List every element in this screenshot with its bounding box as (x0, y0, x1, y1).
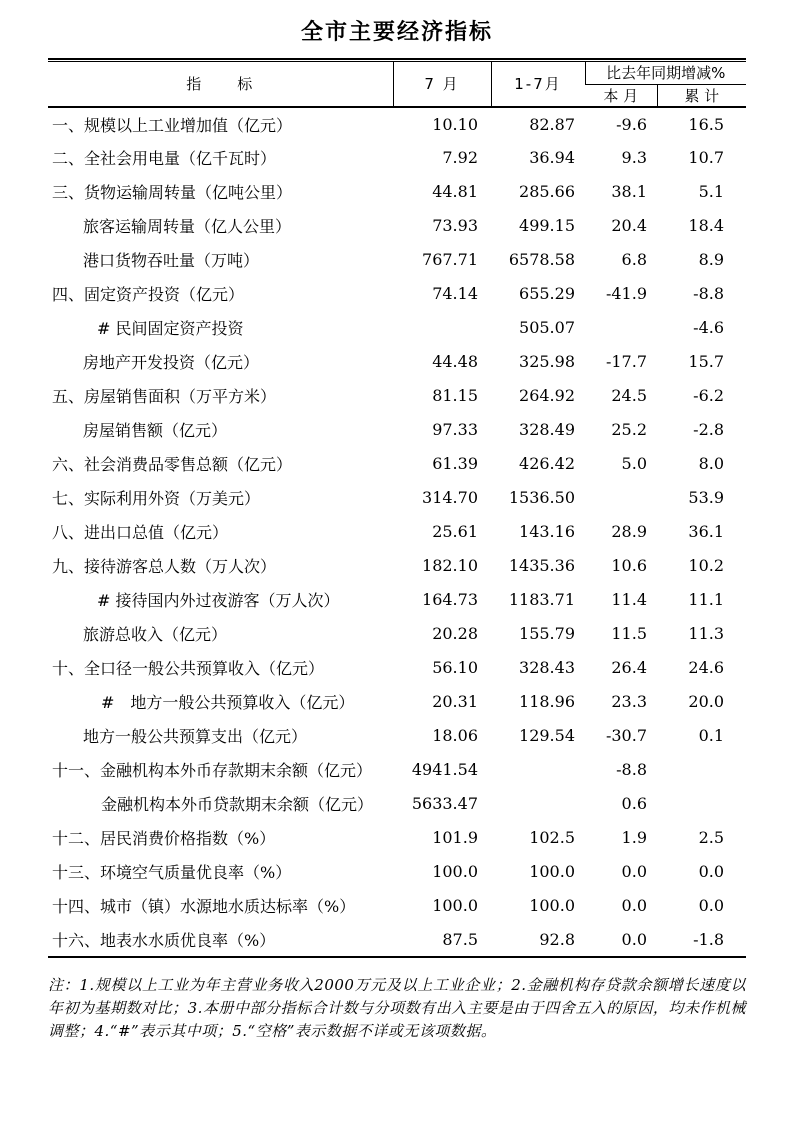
value-july: 20.28 (432, 624, 478, 643)
table-row (48, 107, 746, 141)
table-row (48, 617, 746, 651)
indicator-cell: 十、全口径一般公共预算收入（亿元） (52, 659, 325, 678)
value-july: 164.73 (422, 590, 478, 609)
value-july: 314.70 (422, 488, 478, 507)
table-row (48, 583, 746, 617)
value-july: 100.0 (432, 896, 478, 915)
value-cumulative: 53.9 (688, 488, 725, 507)
value-july: 10.10 (432, 114, 478, 134)
indicator-cell: 四、固定资产投资（亿元） (52, 285, 245, 304)
table-row (48, 923, 746, 957)
value-jan-july: 36.94 (529, 148, 575, 167)
value-jan-july: 143.16 (519, 522, 575, 541)
value-july: 56.10 (432, 658, 478, 677)
value-this-month: 23.3 (611, 692, 647, 711)
header-july: 7 月 (393, 62, 491, 107)
value-this-month: -41.9 (605, 284, 647, 303)
value-jan-july: 1435.36 (508, 556, 575, 575)
value-july: 101.9 (432, 828, 478, 847)
value-jan-july: 655.29 (519, 284, 575, 303)
value-this-month: 11.4 (611, 590, 647, 609)
value-cumulative: 24.6 (688, 658, 725, 677)
value-july: 5633.47 (411, 794, 478, 813)
value-july: 61.39 (432, 454, 478, 473)
value-this-month: -9.6 (616, 114, 647, 134)
value-july: 4941.54 (411, 760, 478, 779)
value-cumulative: 10.7 (688, 148, 725, 167)
value-jan-july: 100.0 (529, 896, 575, 915)
value-jan-july: 285.66 (519, 182, 575, 201)
value-july: 25.61 (432, 522, 478, 541)
value-cumulative: 20.0 (688, 692, 725, 711)
value-cumulative: 0.0 (698, 862, 725, 881)
page-title: 全市主要经济指标 (300, 20, 493, 45)
indicator-cell: 九、接待游客总人数（万人次） (52, 557, 277, 576)
value-this-month: 0.0 (621, 929, 647, 949)
value-cumulative: -4.6 (693, 318, 725, 337)
indicator-cell: 金融机构本外币贷款期末余额（亿元） (101, 795, 374, 814)
indicator-cell: 旅游总收入（亿元） (83, 625, 228, 644)
value-july: 97.33 (432, 420, 478, 439)
value-this-month: 28.9 (611, 522, 647, 541)
value-cumulative: 16.5 (688, 114, 725, 134)
table-row (48, 447, 746, 481)
table-row (48, 651, 746, 685)
indicator-cell: 七、实际利用外资（万美元） (52, 489, 261, 508)
table-row (48, 345, 746, 379)
value-july: 73.93 (432, 216, 478, 235)
value-this-month: -30.7 (605, 726, 647, 745)
value-jan-july: 1536.50 (508, 488, 575, 507)
indicator-cell: 三、货物运输周转量（亿吨公里） (52, 183, 293, 202)
value-july: 87.5 (442, 929, 478, 949)
indicator-cell: # 地方一般公共预算收入（亿元） (101, 693, 355, 712)
value-july: 18.06 (432, 726, 478, 745)
value-july: 81.15 (432, 386, 478, 405)
indicator-cell: # 民间固定资产投资 (97, 319, 244, 338)
table-row (48, 549, 746, 583)
value-this-month: 26.4 (611, 658, 647, 677)
value-jan-july: 505.07 (519, 318, 575, 337)
value-cumulative: 36.1 (688, 522, 725, 541)
value-this-month: -17.7 (605, 352, 647, 371)
value-july: 44.48 (432, 352, 478, 371)
value-this-month: 6.8 (621, 250, 647, 269)
value-jan-july: 82.87 (529, 114, 575, 134)
indicator-cell: 十一、金融机构本外币存款期末余额（亿元） (52, 761, 373, 780)
value-this-month (585, 311, 657, 345)
value-july: 20.31 (432, 692, 478, 711)
value-cumulative: -8.8 (693, 284, 725, 303)
table-row (48, 753, 746, 787)
value-jan-july: 100.0 (529, 862, 575, 881)
value-jan-july: 426.42 (519, 454, 575, 473)
value-july (393, 311, 491, 345)
value-this-month: 24.5 (611, 386, 647, 405)
value-cumulative (657, 787, 746, 821)
indicator-cell: 十六、地表水水质优良率（%） (52, 930, 276, 950)
table-row (48, 311, 746, 345)
value-jan-july: 118.96 (519, 692, 575, 711)
value-jan-july: 155.79 (519, 624, 575, 643)
value-cumulative: 11.3 (688, 624, 725, 643)
value-cumulative: -6.2 (693, 386, 725, 405)
value-this-month: 10.6 (611, 556, 647, 575)
table-row (48, 243, 746, 277)
table-row (48, 515, 746, 549)
value-this-month: 0.6 (621, 794, 647, 813)
value-cumulative: 11.1 (688, 590, 725, 609)
value-cumulative: -2.8 (693, 420, 725, 439)
indicator-cell: 一、规模以上工业增加值（亿元） (52, 115, 293, 135)
indicator-cell: 十二、居民消费价格指数（%） (52, 829, 276, 848)
header-cumulative: 累 计 (657, 84, 746, 107)
value-jan-july: 102.5 (529, 828, 575, 847)
value-jan-july (491, 753, 585, 787)
table-row (48, 379, 746, 413)
table-header (48, 62, 746, 107)
value-this-month (585, 481, 657, 515)
header-jan-july: 1-7月 (491, 62, 585, 107)
value-this-month: 9.3 (621, 148, 647, 167)
value-cumulative: 0.1 (698, 726, 725, 745)
value-jan-july: 264.92 (519, 386, 575, 405)
value-cumulative: 8.0 (698, 454, 725, 473)
value-cumulative: 18.4 (688, 216, 725, 235)
table-row (48, 855, 746, 889)
value-jan-july (491, 787, 585, 821)
header-this-month: 本 月 (585, 84, 657, 107)
indicator-cell: 港口货物吞吐量（万吨） (83, 251, 260, 270)
value-this-month: -8.8 (616, 760, 647, 779)
indicator-cell: 十四、城市（镇）水源地水质达标率（%） (52, 897, 356, 916)
value-july: 7.92 (442, 148, 478, 167)
indicator-cell: 房屋销售额（亿元） (83, 421, 228, 440)
value-cumulative: 0.0 (698, 896, 725, 915)
table-row (48, 209, 746, 243)
value-cumulative (657, 753, 746, 787)
value-july: 767.71 (422, 250, 478, 269)
value-july: 74.14 (432, 284, 478, 303)
value-this-month: 25.2 (611, 420, 647, 439)
footnote: 注：1.规模以上工业为年主营业务收入2000万元及以上工业企业；2.金融机构存贷款余额增长速度以年初为基期数对比；3.本册中部分指标合计数与分项数有出入主要是由于四舍五入的原因，均未作机械调整；4.“#”表示其中项；5.“空格”表示数据不详或无该项数据。 (48, 975, 746, 1040)
value-this-month: 38.1 (611, 182, 647, 201)
indicator-cell: 旅客运输周转量（亿人公里） (83, 217, 292, 236)
table-row (48, 481, 746, 515)
value-jan-july: 328.49 (519, 420, 575, 439)
value-cumulative: 5.1 (698, 182, 725, 201)
value-this-month: 1.9 (621, 828, 647, 847)
value-jan-july: 499.15 (519, 216, 575, 235)
indicator-cell: 地方一般公共预算支出（亿元） (83, 727, 308, 746)
value-jan-july: 92.8 (539, 929, 575, 949)
table-row (48, 413, 746, 447)
value-cumulative: 10.2 (688, 556, 725, 575)
value-cumulative: 15.7 (688, 352, 725, 371)
economic-indicators-table (48, 62, 746, 958)
indicator-cell: 五、房屋销售面积（万平方米） (52, 387, 277, 406)
table-body (48, 107, 746, 957)
indicator-cell: 十三、环境空气质量优良率（%） (52, 863, 292, 882)
value-jan-july: 6578.58 (508, 250, 575, 269)
table-row (48, 277, 746, 311)
table-row (48, 175, 746, 209)
table-row (48, 787, 746, 821)
value-cumulative: -1.8 (693, 929, 725, 949)
value-july: 182.10 (422, 556, 478, 575)
value-this-month: 20.4 (611, 216, 647, 235)
table-row (48, 685, 746, 719)
value-jan-july: 328.43 (519, 658, 575, 677)
table-row (48, 719, 746, 753)
table-row (48, 821, 746, 855)
value-jan-july: 1183.71 (508, 590, 575, 609)
table-row (48, 889, 746, 923)
indicator-cell: # 接待国内外过夜游客（万人次） (97, 591, 340, 610)
value-july: 44.81 (432, 182, 478, 201)
value-jan-july: 325.98 (519, 352, 575, 371)
value-cumulative: 2.5 (698, 828, 725, 847)
value-this-month: 0.0 (621, 896, 647, 915)
indicator-cell: 八、进出口总值（亿元） (52, 523, 229, 542)
header-indicator: 指 标 (48, 62, 393, 107)
indicator-cell: 房地产开发投资（亿元） (83, 353, 260, 372)
value-this-month: 11.5 (611, 624, 647, 643)
value-july: 100.0 (432, 862, 478, 881)
header-yoy-group: 比去年同期增减% (585, 62, 746, 84)
indicator-cell: 二、全社会用电量（亿千瓦时） (52, 149, 277, 168)
value-cumulative: 8.9 (698, 250, 725, 269)
value-jan-july: 129.54 (519, 726, 575, 745)
value-this-month: 0.0 (621, 862, 647, 881)
value-this-month: 5.0 (621, 454, 647, 473)
table-row (48, 141, 746, 175)
indicator-cell: 六、社会消费品零售总额（亿元） (52, 455, 293, 474)
